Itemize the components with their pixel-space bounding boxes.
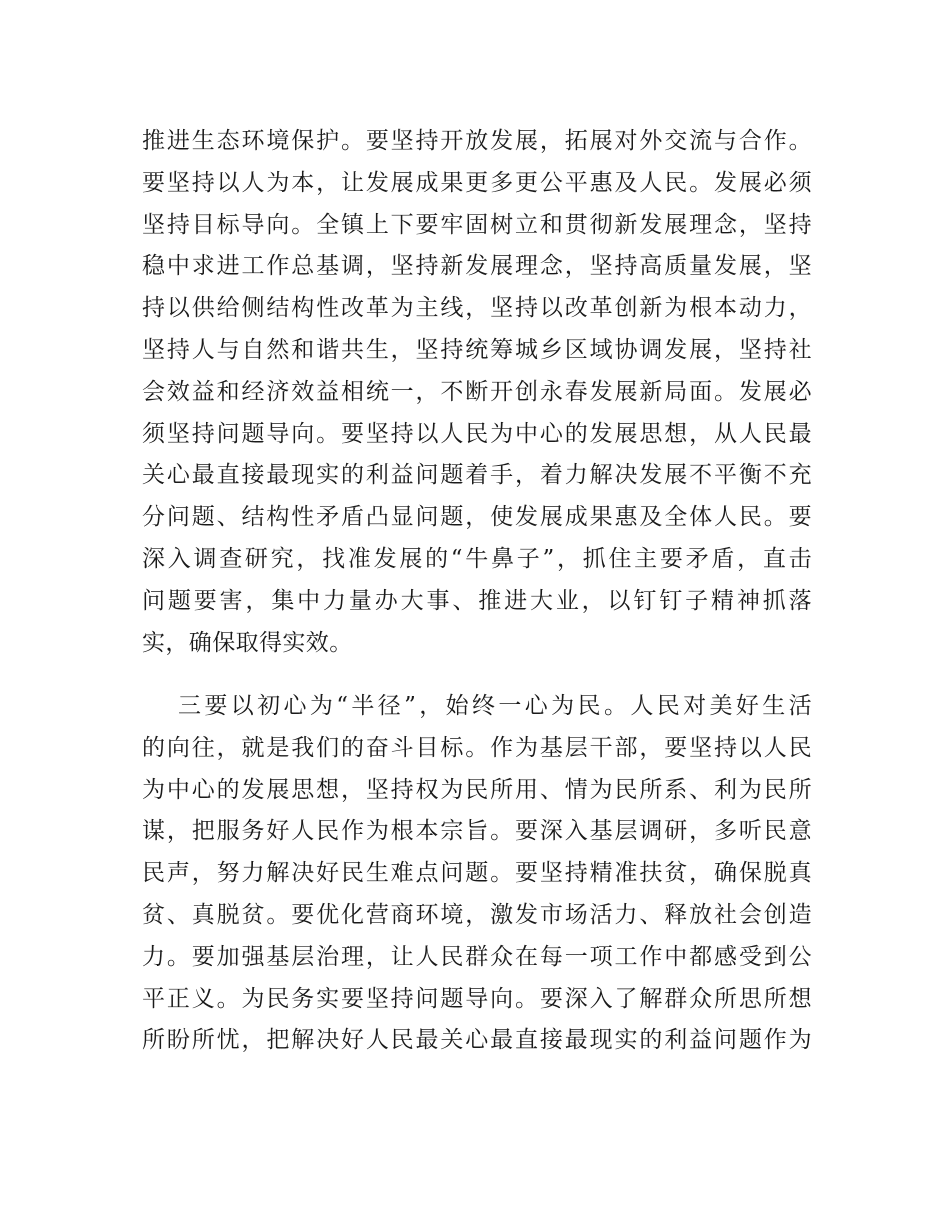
text-line: 会效益和经济效益相统一，不断开创永春发展新局面。发展必 — [142, 378, 812, 405]
text-line: 三要以初心为“半径”，始终一心为民。人民对美好生活 — [178, 693, 812, 719]
text-line: 谋，把服务好人民作为根本宗旨。要深入基层调研，多听民意 — [142, 818, 812, 845]
text-line: 稳中求进工作总基调，坚持新发展理念，坚持高质量发展，坚 — [142, 253, 812, 280]
text-line: 须坚持问题导向。要坚持以人民为中心的发展思想，从人民最 — [142, 420, 812, 447]
text-line: 坚持人与自然和谐共生，坚持统筹城乡区域协调发展，坚持社 — [142, 336, 812, 363]
text-line: 力。要加强基层治理，让人民群众在每一项工作中都感受到公 — [142, 943, 812, 970]
paragraph-1 — [142, 121, 812, 664]
text-line: 要坚持以人为本，让发展成果更多更公平惠及人民。发展必须 — [142, 169, 812, 196]
text-line: 持以供给侧结构性改革为主线，坚持以改革创新为根本动力， — [142, 295, 812, 322]
text-line: 贫、真脱贫。要优化营商环境，激发市场活力、释放社会创造 — [142, 901, 812, 928]
text-line: 实，确保取得实效。 — [142, 629, 353, 656]
text-line: 推进生态环境保护。要坚持开放发展，拓展对外交流与合作。 — [142, 128, 812, 154]
text-line: 问题要害，集中力量办大事、推进大业，以钉钉子精神抓落 — [142, 587, 812, 614]
text-line: 深入调查研究，找准发展的“牛鼻子”，抓住主要矛盾，直击 — [142, 545, 812, 572]
text-line: 关心最直接最现实的利益问题着手，着力解决发展不平衡不充 — [142, 462, 812, 489]
text-line: 的向往，就是我们的奋斗目标。作为基层干部，要坚持以人民 — [142, 734, 812, 761]
text-line: 民声，努力解决好民生难点问题。要坚持精准扶贫，确保脱真 — [142, 860, 812, 887]
text-line: 分问题、结构性矛盾凸显问题，使发展成果惠及全体人民。要 — [142, 504, 812, 531]
text-line: 所盼所忧，把解决好人民最关心最直接最现实的利益问题作为 — [142, 1027, 812, 1054]
text-line: 平正义。为民务实要坚持问题导向。要深入了解群众所思所想 — [142, 985, 812, 1012]
text-line: 坚持目标导向。全镇上下要牢固树立和贯彻新发展理念，坚持 — [142, 211, 812, 238]
text-line: 为中心的发展思想，坚持权为民所用、情为民所系、利为民所 — [142, 776, 812, 803]
paragraph-2 — [142, 686, 812, 1062]
